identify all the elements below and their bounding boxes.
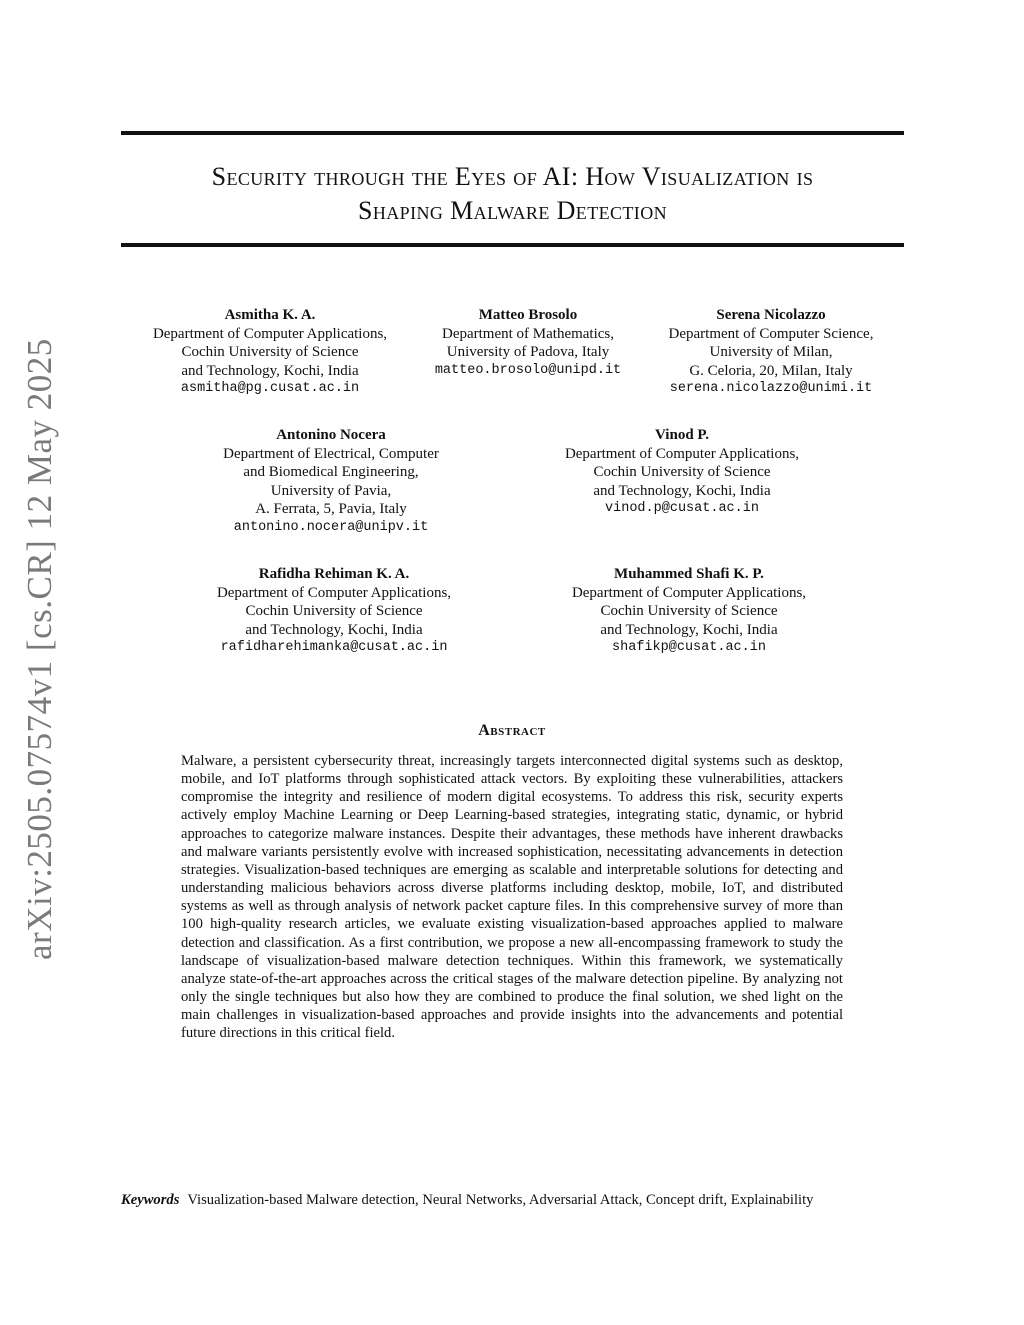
author-affiliation-line: Department of Computer Science, xyxy=(668,325,874,342)
author-affiliation-line: Department of Computer Applications, xyxy=(152,325,388,342)
author-affiliation-line: University of Milan, xyxy=(709,344,833,360)
author-email[interactable]: antonino.nocera@unipv.it xyxy=(233,519,429,535)
title-bottom-rule xyxy=(121,243,904,247)
arxiv-identifier: arXiv:2505.07574v1 [cs.CR] 12 May 2025 xyxy=(20,338,59,960)
author-affiliation-line: University of Pavia, xyxy=(270,482,392,499)
author-name: Antonino Nocera xyxy=(276,427,386,443)
author-affiliation-line: G. Celoria, 20, Milan, Italy xyxy=(689,362,853,379)
title-top-rule xyxy=(121,131,904,135)
author-email[interactable]: serena.nicolazzo@unimi.it xyxy=(669,381,873,396)
author-name: Vinod P. xyxy=(655,427,709,443)
author-name: Rafidha Rehiman K. A. xyxy=(258,566,410,582)
abstract-text: Malware, a persistent cybersecurity threat, increasingly targets interconnected digital systems such as desktop, mobile, and IoT platforms through sophisticated attack vectors. By exploiting these vulnerabilities, attackers compromise the integrity and resilience of modern digital ecosystems. To address this risk, security experts actively employ Machine Learning or Deep Learning-based strategies, integrating static, dynamic, or hybrid approaches to categorize malware instances. Despite their advantages, these methods have inherent drawbacks and malware variants persistently evolve with increased sophistication, necessitating advancements in detection strategies. Visualization-based techniques are emerging as scalable and interpretable solutions for detecting and understanding malicious behaviors across diverse platforms including desktop, mobile, IoT, and distributed systems as well as through analysis of network packet capture files. In this comprehensive survey of more than 100 high-quality research articles, we evaluate existing visualization-based approaches applied to malware detection and classification. As a first contribution, we propose a new all-encompassing framework to study the landscape of visualization-based malware detection techniques. Within this framework, we systematically analyze state-of-the-art approaches across the critical stages of the malware detection pipeline. By analyzing not only the single techniques but also how they are combined to produce the final solution, we shed light on the main challenges in visualization-based approaches and provide insights into the advancements and potential future directions in this critical field. xyxy=(181,753,843,1042)
author-affiliation-line: and Biomedical Engineering, xyxy=(243,464,419,480)
author-block xyxy=(196,426,466,537)
author-block xyxy=(646,306,896,399)
author-affiliation-line: Department of Computer Applications, xyxy=(571,584,807,601)
abstract-heading: Abstract xyxy=(478,722,546,739)
author-affiliation-line: Department of Computer Applications, xyxy=(216,584,452,601)
author-block xyxy=(542,426,822,519)
author-name: Serena Nicolazzo xyxy=(716,307,826,323)
author-affiliation-line: and Technology, Kochi, India xyxy=(600,621,778,638)
author-name: Muhammed Shafi K. P. xyxy=(614,566,764,582)
author-affiliation-line: and Technology, Kochi, India xyxy=(245,621,423,638)
author-email[interactable]: asmitha@pg.cusat.ac.in xyxy=(180,381,360,396)
keywords-text: Visualization-based Malware detection, Neural Networks, Adversarial Attack, Concept drift, Explainability xyxy=(187,1192,814,1208)
author-affiliation-line: Cochin University of Science xyxy=(600,603,778,619)
author-email[interactable]: matteo.brosolo@unipd.it xyxy=(434,362,622,378)
keywords-line xyxy=(121,1191,911,1209)
keywords-label: Keywords xyxy=(121,1192,180,1208)
author-affiliation-line: Department of Electrical, Computer xyxy=(223,445,439,462)
author-affiliation-line: Cochin University of Science xyxy=(181,344,359,360)
author-affiliation-line: Cochin University of Science xyxy=(245,603,423,619)
author-block xyxy=(130,306,410,399)
author-email[interactable]: shafikp@cusat.ac.in xyxy=(612,640,766,655)
author-block xyxy=(194,565,474,658)
author-affiliation-line: Department of Computer Applications, xyxy=(564,445,800,462)
author-email[interactable]: vinod.p@cusat.ac.in xyxy=(605,501,759,516)
author-block xyxy=(418,306,638,380)
author-affiliation-line: Department of Mathematics, xyxy=(441,325,615,342)
author-affiliation-line: A. Ferrata, 5, Pavia, Italy xyxy=(255,501,407,517)
author-affiliation-line: and Technology, Kochi, India xyxy=(181,362,359,379)
title-line-2: Shaping Malware Detection xyxy=(358,196,667,225)
author-name: Asmitha K. A. xyxy=(224,307,316,323)
author-affiliation-line: University of Padova, Italy xyxy=(446,344,610,360)
author-email[interactable]: rafidharehimanka@cusat.ac.in xyxy=(220,640,448,655)
author-affiliation-line: and Technology, Kochi, India xyxy=(593,482,771,499)
author-affiliation-line: Cochin University of Science xyxy=(593,464,771,480)
title-line-1: Security through the Eyes of AI: How Visualization is xyxy=(211,162,814,191)
author-name: Matteo Brosolo xyxy=(478,307,578,323)
author-block xyxy=(549,565,829,658)
paper-title xyxy=(121,160,904,228)
